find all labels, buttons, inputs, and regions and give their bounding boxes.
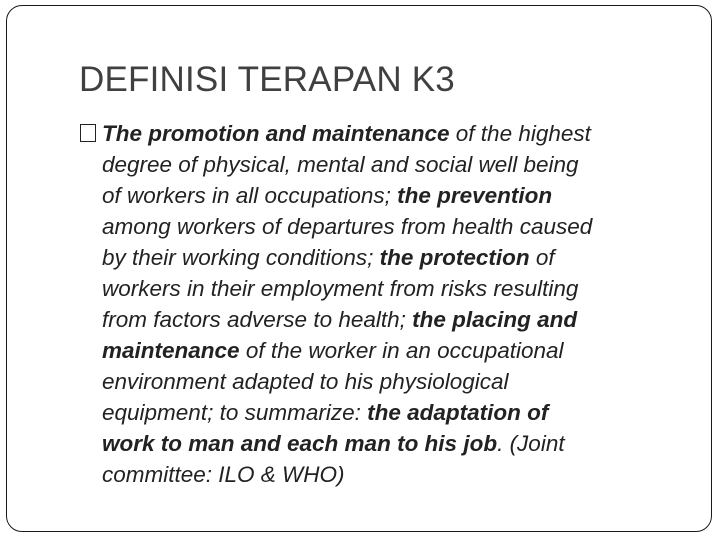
text-run: equipment; to summarize: (102, 400, 368, 425)
text-run: degree of physical, mental and social well being (102, 152, 579, 177)
text-run: workers in their employment from risks resulting (102, 276, 579, 301)
paragraph-line (102, 304, 682, 335)
text-run: of the worker in an occupational (239, 338, 564, 363)
paragraph-line (102, 428, 682, 459)
paragraph-line (102, 459, 682, 490)
text-run: of the highest (449, 121, 591, 146)
text-run-bold: the protection (379, 245, 530, 270)
text-run-bold: maintenance (102, 338, 240, 363)
paragraph-line (102, 118, 682, 149)
paragraph-line (102, 335, 682, 366)
text-run-bold: the prevention (397, 183, 553, 208)
box-bullet-icon (80, 124, 96, 142)
text-run: among workers of departures from health caused (102, 214, 593, 239)
definition-paragraph (102, 118, 682, 490)
text-run-bold: The promotion and maintenance (102, 121, 450, 146)
slide-title: DEFINISI TERAPAN K3 (79, 60, 455, 99)
text-run: of workers in all occupations; (102, 183, 398, 208)
paragraph-line (102, 211, 682, 242)
text-run-bold: the adaptation of (367, 400, 549, 425)
text-run: . (Joint (497, 431, 565, 456)
text-run: committee: ILO & WHO) (102, 462, 345, 487)
text-run: by their working conditions; (102, 245, 380, 270)
paragraph-line (102, 180, 682, 211)
text-run: of (529, 245, 555, 270)
text-run: from factors adverse to health; (102, 307, 413, 332)
paragraph-line (102, 397, 682, 428)
text-run-bold: the placing and (412, 307, 578, 332)
paragraph-line (102, 242, 682, 273)
text-run: environment adapted to his physiological (102, 369, 509, 394)
paragraph-line (102, 149, 682, 180)
paragraph-line (102, 366, 682, 397)
text-run-bold: work to man and each man to his job (102, 431, 498, 456)
paragraph-line (102, 273, 682, 304)
